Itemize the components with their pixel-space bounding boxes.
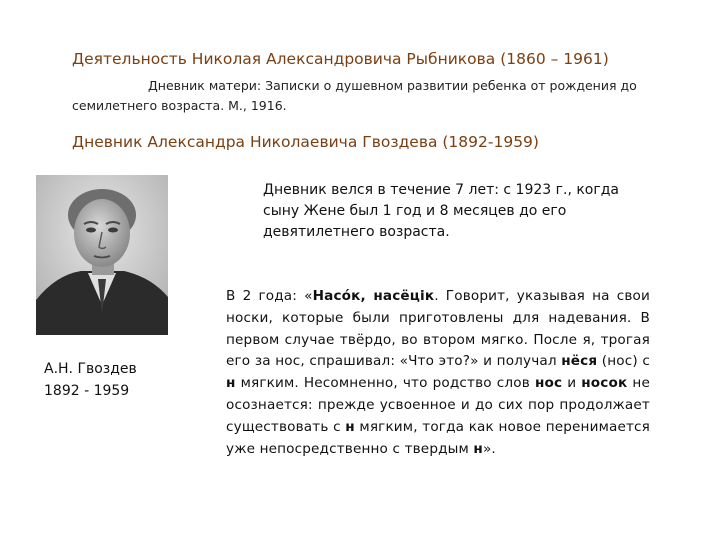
quote-word: нос	[534, 375, 563, 392]
quote-text: (нос) с	[597, 353, 650, 370]
caption-years: 1892 - 1959	[44, 383, 130, 399]
quote-text: ».	[482, 440, 496, 457]
gvozdev-heading: Дневник Александра Николаевича Гвоздева (1892-1959)	[72, 133, 539, 151]
quote-text: мягким. Несомненно, что родство слов	[235, 375, 535, 392]
diary-quote	[226, 286, 650, 460]
main-heading: Деятельность Николая Александровича Рыбникова (1860 – 1961)	[72, 50, 609, 68]
quote-text: не осознается: прежде усвоенное и до сих пор продолжает существовать с	[226, 375, 650, 435]
photo-caption	[44, 358, 137, 402]
quote-word: носок	[581, 375, 628, 392]
quote-word: н	[473, 440, 483, 457]
quote-text: и	[562, 375, 582, 392]
portrait-photo	[36, 175, 168, 335]
quote-text: . Говорит, указывая на свои носки, которые были приготовлены для надевания. В первом случае твёрдо, во втором мягко. После я, трогая его за нос, спрашивал: «Что это?» и получал	[226, 288, 650, 370]
quote-word: Насóк, насёцік	[312, 288, 435, 304]
diary-intro-text: Дневник велся в течение 7 лет: с 1923 г., когда сыну Жене был 1 год и 8 месяцев до его девятилетнего возраста.	[263, 182, 619, 240]
source-reference-text: Дневник матери: Записки о душевном развитии ребенка от рождения до семилетнего возраста. М., 1916.	[72, 78, 637, 113]
quote-word: нёся	[561, 353, 598, 370]
quote-word: н	[226, 375, 236, 392]
source-reference	[72, 76, 662, 116]
quote-text: мягким, тогда как новое перенимается уже непосредственно с твердым	[226, 418, 650, 457]
portrait-image	[36, 175, 168, 335]
caption-name: А.Н. Гвоздев	[44, 361, 137, 377]
quote-word: н	[345, 418, 355, 435]
quote-text: В 2 года: «	[226, 288, 313, 304]
